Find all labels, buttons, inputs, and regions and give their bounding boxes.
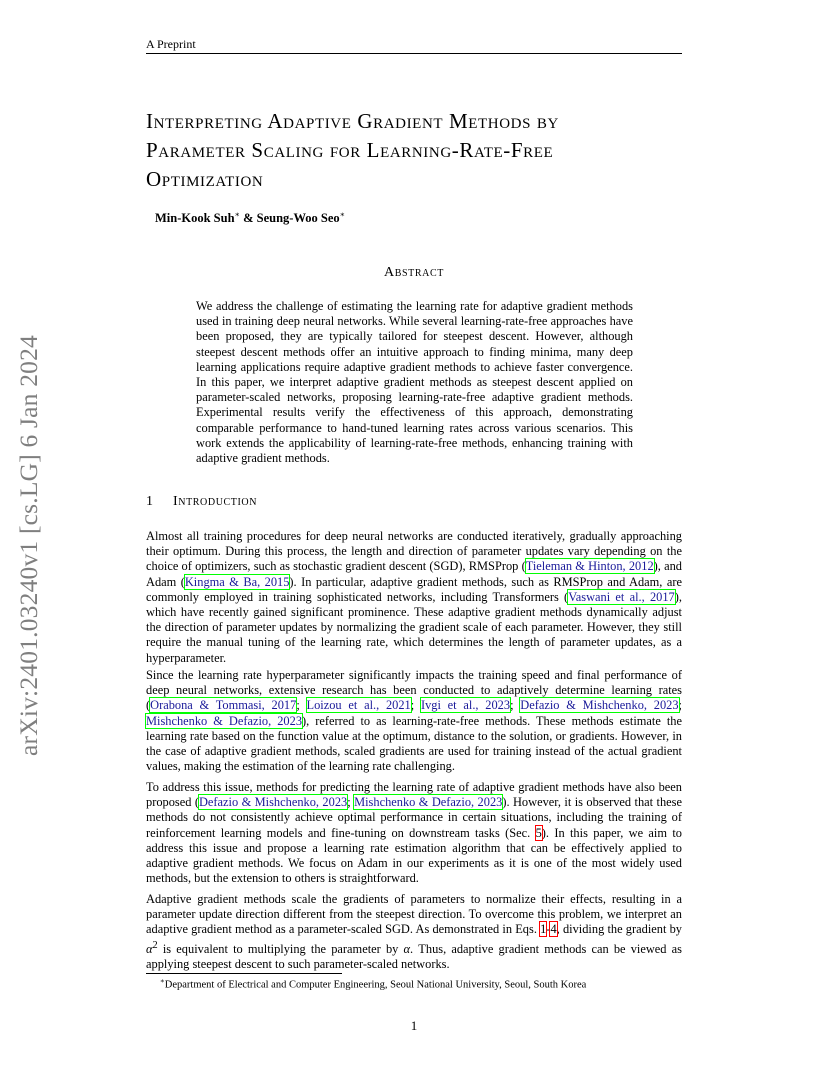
citation-link[interactable]: Loizou et al., 2021	[306, 698, 411, 713]
author-list	[155, 210, 345, 226]
citation-link[interactable]: Vaswani et al., 2017	[568, 589, 675, 604]
citation-link[interactable]: Orabona & Tommasi, 2017	[150, 698, 297, 713]
affiliation-marker: ∗	[234, 210, 240, 219]
paragraph-text: ). In particular, adaptive gradient methods, such as RMSProp and Adam, are commonly employed in training sophisticated networks, including Transformers (	[146, 574, 682, 604]
author-separator: &	[239, 211, 257, 226]
title-line-2: Parameter Scaling for Learning-Rate-Free	[146, 138, 554, 162]
paragraph-text: Almost all training procedures for deep neural networks are conducted iteratively, gradually approaching their optimum. During this process, the length and direction of parameter updates vary depending on the choice of optimizers, such as stochastic gradient descent (SGD), RMSProp (	[146, 529, 682, 574]
section-heading	[146, 494, 257, 510]
author-name: Min-Kook Suh	[155, 211, 235, 226]
citation-link[interactable]: Mishchenko & Defazio, 2023	[146, 713, 303, 728]
title-line-3: Optimization	[146, 167, 264, 191]
paragraph-text: is equivalent to multiplying the parameter by	[157, 941, 404, 956]
equation-reference-link[interactable]: 4	[550, 922, 557, 937]
affiliation-marker: ∗	[339, 210, 346, 219]
intro-paragraph-1	[146, 529, 682, 666]
abstract-text: We address the challenge of estimating the learning rate for adaptive gradient methods used in training deep neural networks. While several learning-rate-free approaches have been proposed, they are typically tailored for steepest descent. However, although steepest descent methods offer an intuitive approach to finding minima, many deep learning applications require adaptive gradient methods to achieve faster convergence. In this paper, we interpret adaptive gradient methods as steepest descent applied on parameter-scaled networks, proposing learning-rate-free adaptive gradient methods. Experimental results verify the effectiveness of this approach, demonstrating comparable performance to hand-tuned learning rates across various scenarios. This work extends the applicability of learning-rate-free methods, enhancing training with adaptive gradient methods.	[196, 299, 633, 466]
intro-paragraph-4	[146, 892, 682, 972]
citation-link[interactable]: Ivgi et al., 2023	[420, 698, 511, 713]
citation-link[interactable]: Tieleman & Hinton, 2012	[525, 559, 654, 574]
author-name: Seung-Woo Seo	[256, 211, 340, 226]
citation-link[interactable]: Defazio & Mishchenko, 2023	[520, 698, 679, 713]
running-head: A Preprint	[146, 37, 196, 51]
citation-link[interactable]: Mishchenko & Defazio, 2023	[354, 795, 503, 810]
paragraph-text: ), referred to as learning-rate-free methods. These methods estimate the learning rate based on the function value at the optimum, distance to the solution, or gradients. However, in the case of adaptive gradient methods, scaled gradients are used for training instead of the actual gradient values, making the estimation of the learning rate challenging.	[146, 713, 682, 774]
section-number: 1	[146, 494, 153, 509]
footnote-text: Department of Electrical and Computer Engineering, Seoul National University, Seoul, South Korea	[164, 979, 587, 991]
paragraph-text: To address this issue, methods for predicting the learning rate of adaptive gradient methods have also been proposed (	[146, 780, 682, 810]
section-reference-link[interactable]: 5	[535, 825, 542, 840]
paragraph-text: . Thus, adaptive gradient methods can be viewed as applying steepest descent to such parameter-scaled networks.	[146, 941, 682, 971]
citation-separator: ;	[347, 795, 355, 810]
footnote-rule	[146, 973, 342, 974]
paragraph-text: ), and Adam (	[146, 559, 682, 589]
citation-separator: ;	[410, 698, 421, 713]
citation-separator: ;	[510, 698, 521, 713]
citation-separator: ;	[678, 698, 682, 713]
intro-paragraph-2	[146, 668, 682, 774]
intro-paragraph-3	[146, 780, 682, 886]
paragraph-text: ). However, it is observed that these methods do not consistently achieve optimal performance in certain situations, including the training of reinforcement learning models and fine-tuning on downstream tasks (Sec.	[146, 795, 683, 840]
title-line-1: Interpreting Adaptive Gradient Methods by	[146, 109, 559, 133]
paragraph-text: Since the learning rate hyperparameter significantly impacts the training speed and final performance of deep neural networks, extensive research has been conducted to adaptively determine learning rates (	[146, 668, 682, 713]
citation-link[interactable]: Kingma & Ba, 2015	[184, 574, 290, 589]
math-alpha: α	[403, 941, 411, 956]
footnote-marker: ∗	[160, 977, 165, 985]
page-number: 1	[410, 1018, 418, 1033]
citation-link[interactable]: Defazio & Mishchenko, 2023	[198, 795, 348, 810]
paragraph-text: ). In this paper, we aim to address this issue and propose a learning rate estimation algorithm that can be effectively applied to adaptive gradient methods. We focus on Adam in our experiments as it is one of the most widely used methods, but the extension to others is straightforward.	[146, 825, 682, 886]
section-title: Introduction	[173, 494, 258, 509]
citation-separator: ;	[296, 698, 307, 713]
range-dash: -	[546, 922, 551, 937]
paragraph-text: ), which have recently gained significant prominence. These adaptive gradient methods dynamically adjust the direction of parameter updates by normalizing the gradient scale of each parameter. However, they still require the manual tuning of the learning rate, which determines the length of parameter updates, as a hyperparameter.	[146, 589, 682, 665]
footnote	[160, 977, 586, 991]
paragraph-text: , dividing the gradient by	[556, 922, 682, 937]
math-exponent: 2	[152, 939, 158, 951]
header-rule	[146, 53, 682, 54]
paper-title	[146, 107, 691, 194]
abstract-heading: Abstract	[384, 265, 444, 280]
equation-reference-link[interactable]: 1	[540, 922, 547, 937]
arxiv-identifier-stamp: arXiv:2401.03240v1 [cs.LG] 6 Jan 2024	[14, 334, 43, 756]
paragraph-text: Adaptive gradient methods scale the gradients of parameters to normalize their effects, resulting in a parameter update direction different from the steepest direction. To overcome this problem, we interpret an adaptive gradient method as a parameter-scaled SGD. As demonstrated in Eqs.	[146, 892, 682, 937]
math-alpha: α	[146, 941, 153, 956]
